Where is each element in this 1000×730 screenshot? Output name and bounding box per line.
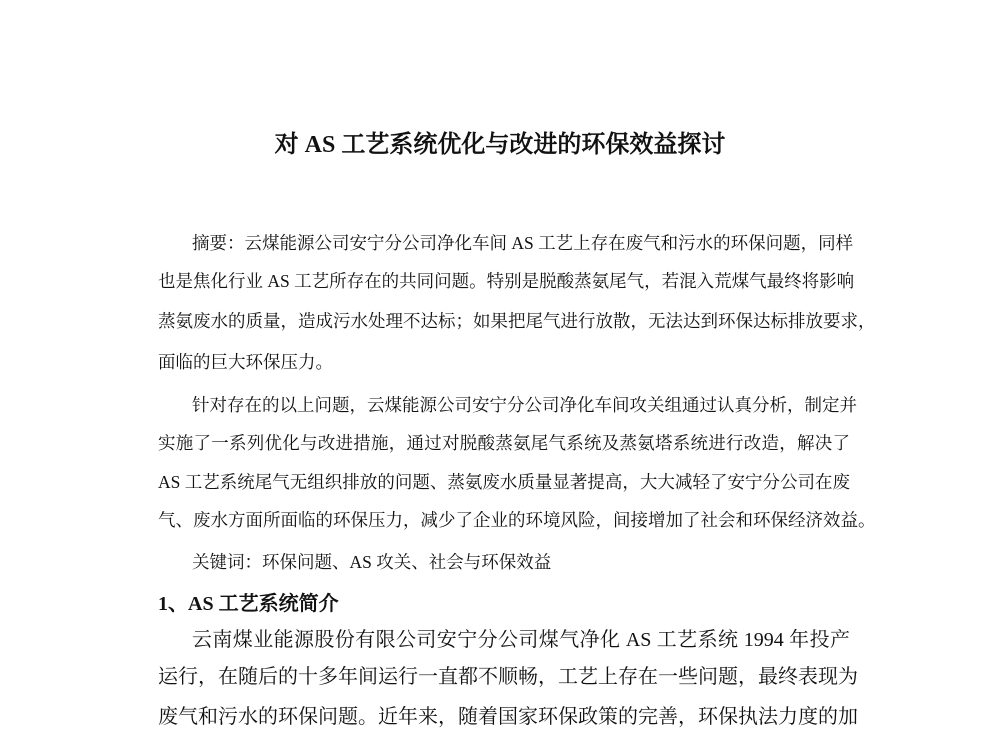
abstract-line: 蒸氨废水的质量，造成污水处理不达标；如果把尾气进行放散，无法达到环保达标排放要求， bbox=[158, 311, 876, 331]
section-line: 废气和污水的环保问题。近年来，随着国家环保政策的完善，环保执法力度的加 bbox=[158, 706, 858, 728]
paragraph-line: 实施了一系列优化与改进措施，通过对脱酸蒸氨尾气系统及蒸氨塔系统进行改造，解决了 bbox=[158, 433, 850, 453]
keywords: 关键词：环保问题、AS 攻关、社会与环保效益 bbox=[192, 552, 552, 572]
section-heading: 1、AS 工艺系统简介 bbox=[158, 593, 339, 615]
paragraph-line: 针对存在的以上问题，云煤能源公司安宁分公司净化车间攻关组通过认真分析，制定并 bbox=[192, 395, 857, 415]
abstract-line: 面临的巨大环保压力。 bbox=[158, 352, 333, 372]
paragraph-line: 气、废水方面所面临的环保压力，减少了企业的环境风险，间接增加了社会和环保经济效益。 bbox=[158, 510, 876, 530]
abstract-line: 摘要：云煤能源公司安宁分公司净化车间 AS 工艺上存在废气和污水的环保问题，同样 bbox=[192, 233, 854, 253]
paragraph-line: AS 工艺系统尾气无组织排放的问题、蒸氨废水质量显著提高，大大减轻了安宁分公司在废 bbox=[158, 472, 850, 492]
section-line: 运行，在随后的十多年间运行一直都不顺畅，工艺上存在一些问题，最终表现为 bbox=[158, 666, 858, 688]
abstract-line: 也是焦化行业 AS 工艺所存在的共同问题。特别是脱酸蒸氨尾气，若混入荒煤气最终将影响 bbox=[158, 271, 855, 291]
document-title: 对 AS 工艺系统优化与改进的环保效益探讨 bbox=[274, 132, 726, 158]
section-line: 云南煤业能源股份有限公司安宁分公司煤气净化 AS 工艺系统 1994 年投产 bbox=[192, 629, 850, 651]
